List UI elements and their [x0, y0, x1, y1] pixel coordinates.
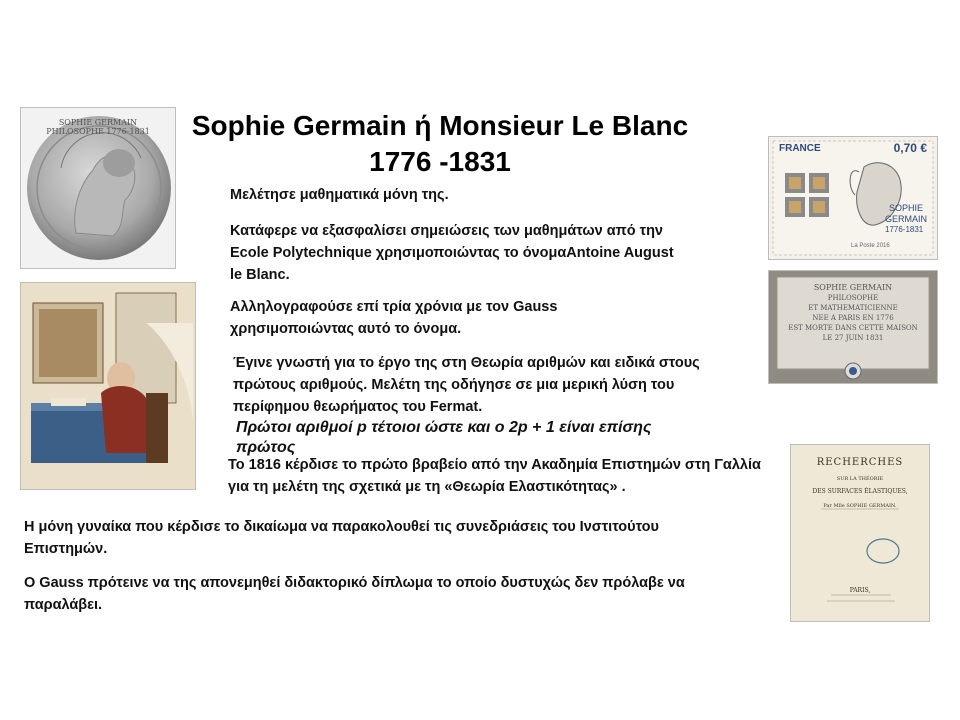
paragraph-doctorate: Ο Gauss πρότεινε να της απονεμηθεί διδακτορικό δίπλωμα το οποίο δυστυχώς δεν πρόλαβε να παραλάβει. [24, 575, 685, 613]
stamp-footer: La Poste 2016 [851, 243, 890, 249]
paragraph-germain-primes: Πρώτοι αριθμοί p τέτοιοι ώστε και ο 2p + 1 είναι επίσης πρώτος [236, 419, 652, 456]
slide-title [160, 108, 720, 180]
painting-image [20, 282, 196, 490]
plaque-line-4: NEE A PARIS EN 1776 [812, 314, 894, 322]
title-name: Sophie Germain ή Monsieur Le Blanc [191, 110, 689, 141]
plaque-line-5: EST MORTE DANS CETTE MAISON [788, 324, 918, 332]
title-years: 1776 -1831 [369, 146, 511, 177]
book-city: PARIS, [849, 587, 871, 594]
plaque-line-3: ET MATHEMATICIENNE [808, 304, 898, 312]
stamp-name-1: SOPHIE [889, 203, 924, 213]
paragraph-gauss-correspondence: Αλληλογραφούσε επί τρία χρόνια με τον Gauss χρησιμοποιώντας αυτό το όνομα. [230, 299, 558, 337]
paragraph-number-theory: Έγινε γνωστή για το έργο της στη Θεωρία αριθμών και ειδικά στους πρώτους αριθμούς. Μελέτη της οδήγησε σε μια μερική λύση του περίφημου θεωρήματος του Fermat. [233, 355, 700, 415]
stamp-price: 0,70 € [893, 141, 927, 155]
paragraph-studied-alone: Μελέτησε μαθηματικά μόνη της. [230, 187, 449, 203]
stamp-years: 1776-1831 [885, 225, 924, 234]
paragraph-institute-sessions: Η μόνη γυναίκα που κέρδισε το δικαίωμα να παρακολουθεί τις συνεδριάσεις του Ινστιτούτου Επιστημών. [24, 519, 659, 557]
paragraph-academy-prize: Το 1816 κέρδισε το πρώτο βραβείο από την Ακαδημία Επιστημών στη Γαλλία για τη μελέτη της σχετικά με τη «Θεωρία Ελαστικότητας» . [228, 457, 761, 495]
stamp-image [768, 136, 938, 260]
plaque-line-6: LE 27 JUIN 1831 [822, 334, 884, 342]
stamp-name-2: GERMAIN [885, 214, 928, 224]
paragraph-ecole-polytechnique: Κατάφερε να εξασφαλίσει σημειώσεις των μαθημάτων από την Ecole Polytechnique χρησιμοποιώντας το όνομαAntoine August le Blanc. [230, 223, 674, 283]
plaque-image [768, 270, 938, 384]
plaque-line-2: PHILOSOPHE [827, 294, 879, 302]
stamp-country: FRANCE [779, 143, 821, 154]
medal-image [20, 107, 176, 269]
book-title: RECHERCHES [816, 457, 904, 468]
book-sub-2: DES SURFACES ÉLASTIQUES, [812, 488, 908, 495]
medal-text: SOPHIE GERMAIN PHILOSOPHE 1776-1831 [46, 118, 150, 136]
book-sub-1: SUR LA THÉORIE [836, 476, 884, 482]
book-image [790, 444, 930, 622]
book-author: Par Mlle SOPHIE GERMAIN. [823, 503, 897, 509]
plaque-line-1: SOPHIE GERMAIN [813, 283, 893, 292]
